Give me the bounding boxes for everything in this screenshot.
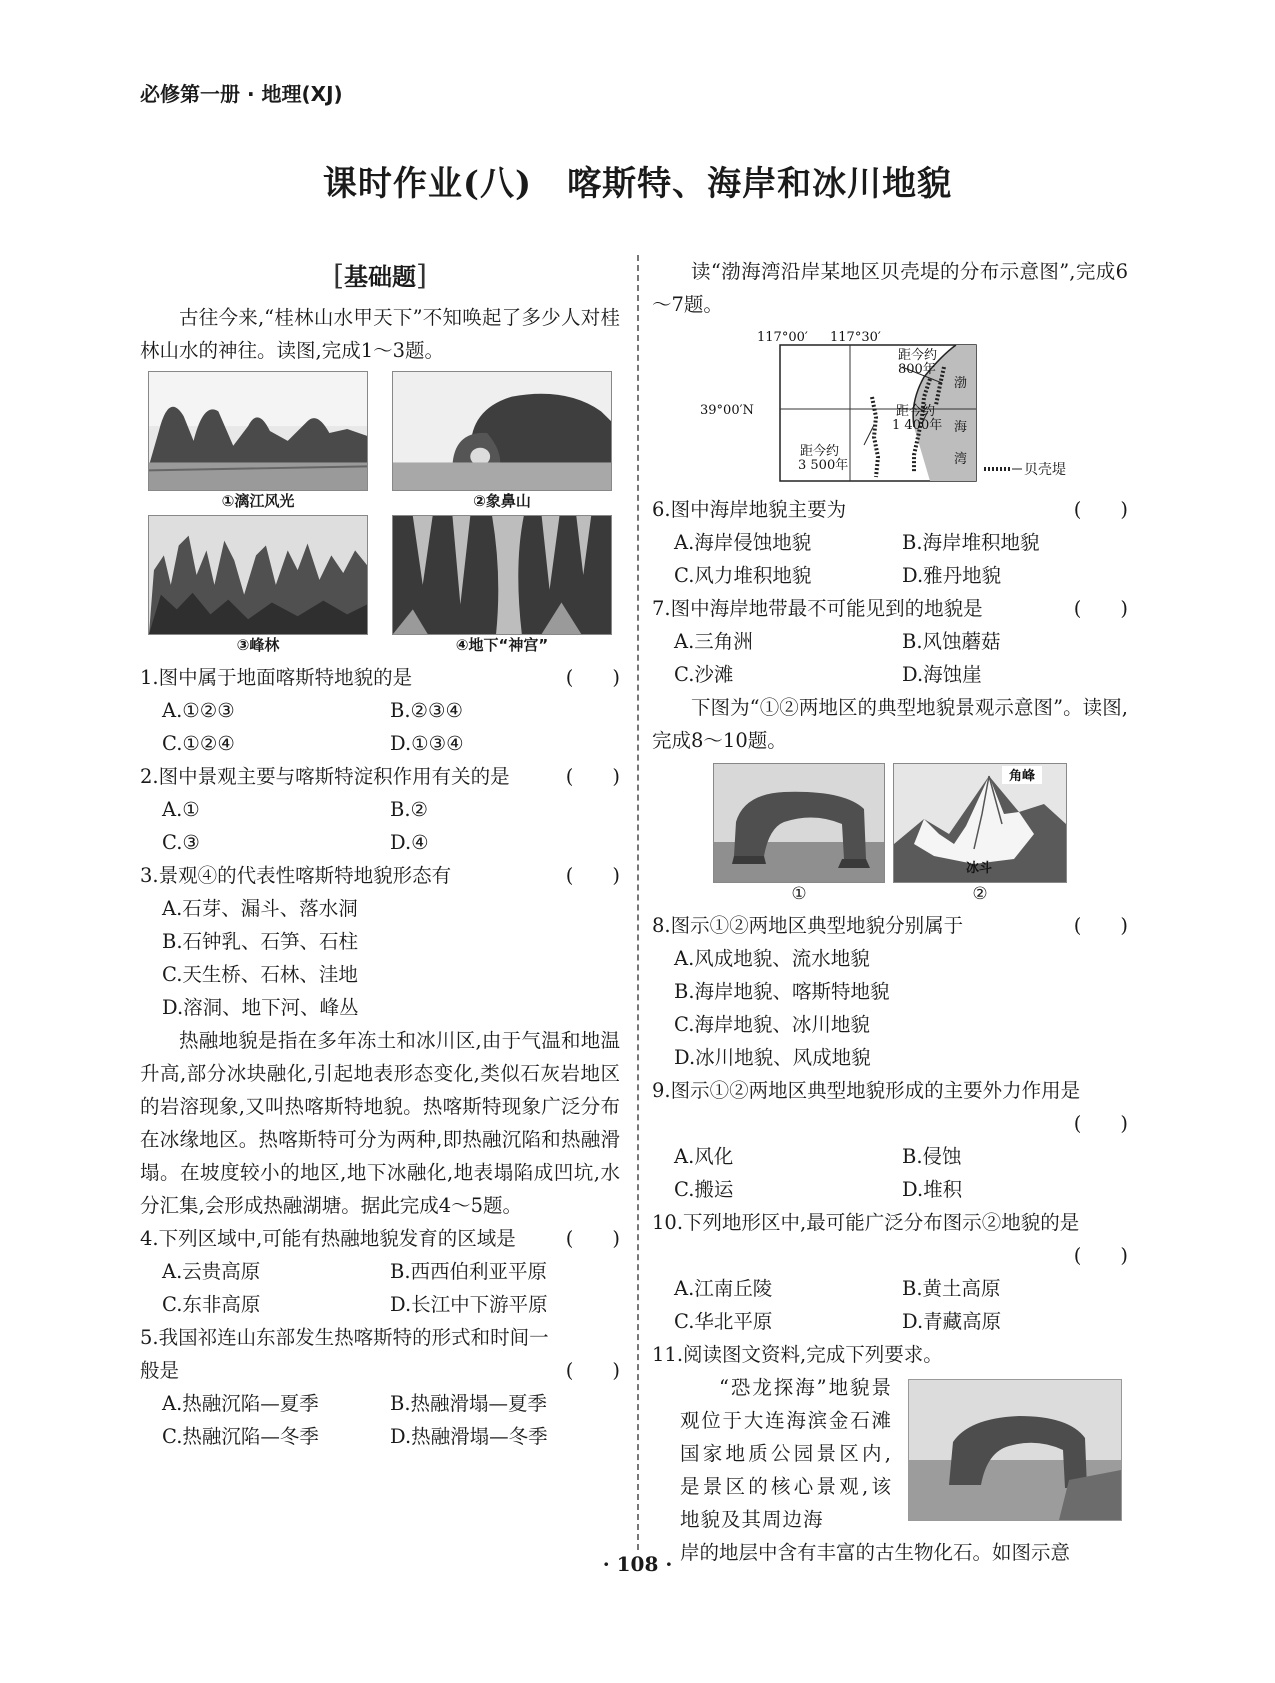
q11-material-text: “恐龙探海”地貌景观位于大连海滨金石滩国家地质公园景区内,是景区的核心景观,该地貌及其周边海 [680, 1376, 892, 1531]
answer-blank[interactable]: ( ) [1073, 597, 1128, 620]
option-b[interactable]: B.石钟乳、石笋、石柱 [162, 930, 359, 953]
q2-options [140, 793, 620, 859]
answer-blank[interactable]: ( ) [1073, 498, 1128, 521]
option-d[interactable]: D.海蚀崖 [902, 663, 982, 686]
intro-landforms: 下图为“①②两地区的典型地貌景观示意图”。读图,完成8～10题。 [652, 696, 1128, 752]
q7-options [652, 625, 1128, 691]
intro-shell-ridge: 读“渤海湾沿岸某地区贝壳堤的分布示意图”,完成6～7题。 [652, 260, 1128, 316]
q3-options [140, 892, 620, 1024]
q6-options [652, 526, 1128, 592]
photo-caption: ①漓江风光 [221, 492, 295, 510]
q5-options [140, 1387, 620, 1453]
option-d[interactable]: D.青藏高原 [902, 1310, 1002, 1333]
answer-blank[interactable]: ( ) [1073, 1112, 1128, 1135]
option-c[interactable]: C.东非高原 [162, 1293, 261, 1316]
legend-label: 贝壳堤 [1024, 462, 1066, 478]
option-c[interactable]: C.华北平原 [674, 1310, 773, 1333]
option-a[interactable]: A.① [162, 798, 200, 821]
answer-blank[interactable]: ( ) [1073, 914, 1128, 937]
option-d[interactable]: D.①③④ [390, 732, 464, 755]
landform-2 [893, 763, 1067, 905]
option-c[interactable]: C.沙滩 [674, 663, 734, 686]
photo-cave [392, 515, 612, 655]
option-a[interactable]: A.石芽、漏斗、落水洞 [162, 897, 358, 920]
option-b[interactable]: B.西西伯利亚平原 [390, 1260, 548, 1283]
option-d[interactable]: D.雅丹地貌 [902, 564, 1002, 587]
landform-1 [713, 763, 885, 905]
peak-forest-icon [148, 515, 368, 635]
option-b[interactable]: B.海岸堆积地貌 [902, 531, 1040, 554]
glacier-peak-icon [893, 763, 1067, 883]
landform-caption-1: ① [791, 884, 807, 904]
option-b[interactable]: B.热融滑塌—夏季 [390, 1392, 548, 1415]
lat-39-00: 39°00′N [700, 403, 754, 418]
cirque-label: 冰斗 [966, 861, 993, 876]
option-c[interactable]: C.搬运 [674, 1178, 734, 1201]
photo-fenglin [148, 515, 368, 655]
section-heading: [基础题] [333, 259, 427, 292]
option-d[interactable]: D.长江中下游平原 [390, 1293, 548, 1316]
q11-material [652, 1371, 1128, 1536]
option-a[interactable]: A.风化 [674, 1145, 734, 1168]
label-800-line1: 距今约 [898, 348, 938, 363]
q11-material-continuation: 岸的地层中含有丰富的古生物化石。如图示意 [680, 1541, 1071, 1564]
answer-blank[interactable]: ( ) [565, 666, 620, 689]
shell-ridge-map [652, 327, 1128, 487]
q4-options [140, 1255, 620, 1321]
shell-ridge-map-svg [652, 327, 1128, 487]
label-1400-line1: 距今约 [896, 404, 936, 419]
option-b[interactable]: B.② [390, 798, 429, 821]
karst-river-icon [148, 371, 368, 491]
answer-blank[interactable]: ( ) [565, 1227, 620, 1250]
question-3: 3.景观④的代表性喀斯特地貌形态有 ( ) [140, 859, 620, 892]
label-1400-line2: 1 400年 [892, 418, 943, 433]
option-d[interactable]: D.溶洞、地下河、峰丛 [162, 996, 359, 1019]
lon-117-30: 117°30′ [830, 330, 881, 345]
karst-photo-grid [140, 371, 620, 655]
option-a[interactable]: A.云贵高原 [162, 1260, 261, 1283]
landform-figure [652, 763, 1128, 905]
option-b[interactable]: B.海岸地貌、喀斯特地貌 [674, 980, 890, 1003]
option-b[interactable]: B.②③④ [390, 699, 463, 722]
q10-options [652, 1272, 1128, 1338]
question-10: 10.下列地形区中,最可能广泛分布图示②地貌的是 [652, 1211, 1080, 1234]
option-c[interactable]: C.③ [162, 831, 200, 854]
cave-stalactite-icon [392, 515, 612, 635]
question-9: 9.图示①②两地区典型地貌形成的主要外力作用是 [652, 1079, 1081, 1102]
sea-label-bo: 渤 [954, 376, 968, 391]
question-8: 8.图示①②两地区典型地貌分别属于 ( ) [652, 909, 1128, 942]
option-c[interactable]: C.①②④ [162, 732, 235, 755]
intro-guilin: 古往今来,“桂林山水甲天下”不知唤起了多少人对桂林山水的神往。读图,完成1～3题。 [140, 306, 620, 362]
option-a[interactable]: A.热融沉陷—夏季 [162, 1392, 319, 1415]
option-c[interactable]: C.热融沉陷—冬季 [162, 1425, 319, 1448]
sea-label-wan: 湾 [954, 452, 968, 467]
q1-options [140, 694, 620, 760]
option-b[interactable]: B.侵蚀 [902, 1145, 962, 1168]
label-800-line2: 800年 [898, 362, 936, 377]
option-c[interactable]: C.海岸地貌、冰川地貌 [674, 1013, 870, 1036]
question-5: 5.我国祁连山东部发生热喀斯特的形式和时间一般是 [140, 1326, 549, 1382]
option-a[interactable]: A.海岸侵蚀地貌 [674, 531, 812, 554]
option-d[interactable]: D.冰川地貌、风成地貌 [674, 1046, 871, 1069]
option-a[interactable]: A.风成地貌、流水地貌 [674, 947, 870, 970]
option-a[interactable]: A.三角洲 [674, 630, 753, 653]
option-d[interactable]: D.热融滑塌—冬季 [390, 1425, 548, 1448]
photo-caption: ③峰林 [236, 636, 280, 654]
sea-label-hai: 海 [954, 420, 968, 435]
lon-117-00: 117°00′ [757, 330, 808, 345]
answer-blank[interactable]: ( ) [565, 1359, 620, 1382]
q9-options [652, 1140, 1128, 1206]
intro-thermokarst: 热融地貌是指在多年冻土和冰川区,由于气温和地温升高,部分冰块融化,引起地表形态变化,类似石灰岩地区的岩溶现象,又叫热喀斯特地貌。热喀斯特现象广泛分布在冰缘地区。热喀斯特可分为两种,即热融沉陷和热融滑塌。在坡度较小的地区,地下冰融化,地表塌陷成凹坑,水分汇集,会形成热融湖塘。据此完成4～5题。 [140, 1029, 620, 1217]
option-b[interactable]: B.黄土高原 [902, 1277, 1001, 1300]
question-4: 4.下列区域中,可能有热融地貌发育的区域是 ( ) [140, 1222, 620, 1255]
option-c[interactable]: C.天生桥、石林、洼地 [162, 963, 358, 986]
option-c[interactable]: C.风力堆积地貌 [674, 564, 812, 587]
photo-caption: ④地下“神宫” [455, 636, 549, 654]
label-3500-line2: 3 500年 [798, 458, 849, 473]
landform-caption-2: ② [972, 884, 988, 904]
sea-arch-icon [713, 763, 885, 883]
column-divider [637, 255, 639, 1550]
elephant-trunk-hill-icon [392, 371, 612, 491]
page-title: 课时作业(八) 喀斯特、海岸和冰川地貌 [322, 164, 953, 204]
answer-blank[interactable]: ( ) [1073, 1244, 1128, 1267]
left-column [140, 255, 620, 1453]
question-2: 2.图中景观主要与喀斯特淀积作用有关的是 ( ) [140, 760, 620, 793]
right-column [652, 255, 1128, 1569]
option-d[interactable]: D.堆积 [902, 1178, 963, 1201]
answer-blank[interactable]: ( ) [565, 864, 620, 887]
dinosaur-arch-icon [908, 1379, 1122, 1521]
question-6: 6.图中海岸地貌主要为 ( ) [652, 493, 1128, 526]
photo-caption: ②象鼻山 [473, 492, 531, 510]
option-a[interactable]: A.①②③ [162, 699, 235, 722]
book-header: 必修第一册 · 地理(XJ) [140, 82, 343, 106]
photo-xiangbishan [392, 371, 612, 511]
question-1: 1.图中属于地面喀斯特地貌的是 ( ) [140, 661, 620, 694]
option-b[interactable]: B.风蚀蘑菇 [902, 630, 1001, 653]
question-11: 11.阅读图文资料,完成下列要求。 [652, 1343, 943, 1366]
answer-blank[interactable]: ( ) [565, 765, 620, 788]
option-a[interactable]: A.江南丘陵 [674, 1277, 773, 1300]
photo-lijiang [148, 371, 368, 511]
label-3500-line1: 距今约 [800, 444, 840, 459]
option-d[interactable]: D.④ [390, 831, 429, 854]
peak-label: 角峰 [1008, 769, 1036, 784]
q8-options [652, 942, 1128, 1074]
page-number: · 108 · [602, 1552, 673, 1576]
question-7: 7.图中海岸地带最不可能见到的地貌是 ( ) [652, 592, 1128, 625]
